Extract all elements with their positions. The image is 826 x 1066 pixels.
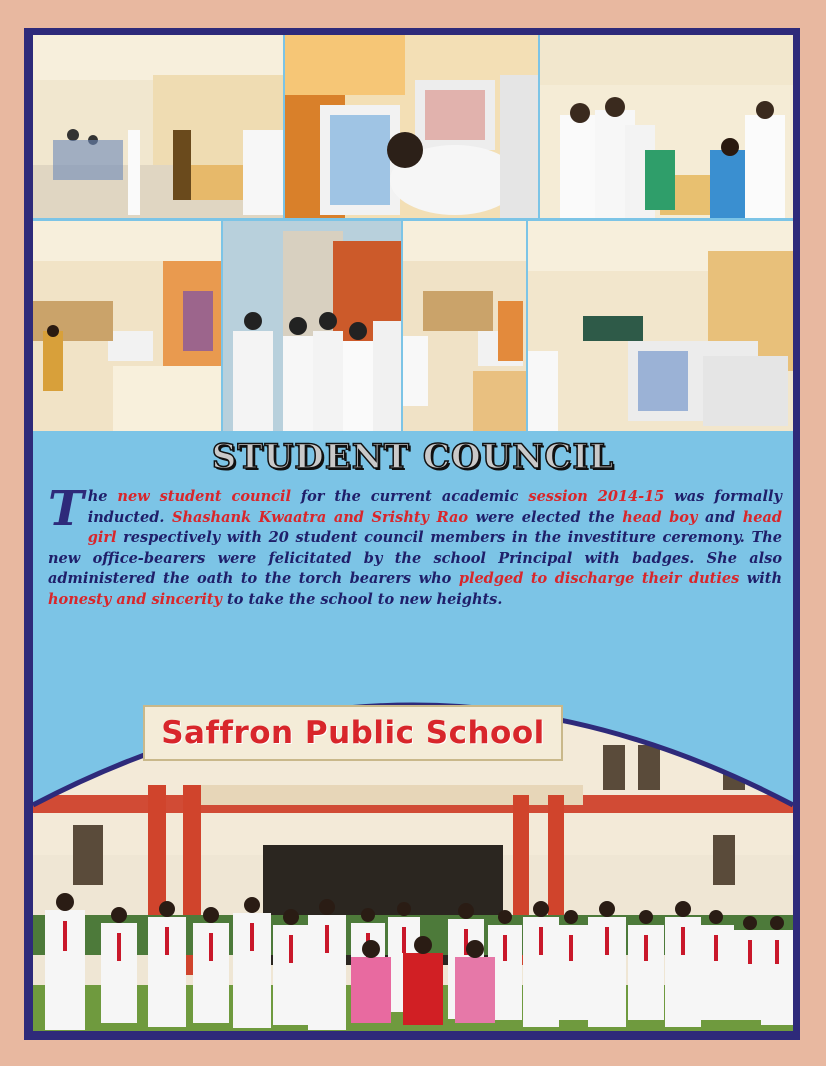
seg-8: and (697, 508, 743, 526)
seg-12: with (739, 570, 783, 587)
photo-students-at-table (540, 35, 793, 218)
seg-1: new student council (117, 488, 291, 505)
school-name-text: Saffron Public School (161, 715, 545, 751)
photo-classroom-exhibit (33, 221, 221, 431)
seg-0: he (87, 488, 118, 505)
seg-10: respectively with 20 student council members in the investiture ceremony. The new office-bearers were felicitated by the school Principal with badges. She also administered the oath to the torch bearers who (48, 529, 782, 587)
photo-corridor-display (403, 221, 526, 431)
photo-student-writing (285, 35, 538, 218)
seg-7: head boy (622, 508, 698, 526)
article-paragraph (48, 481, 783, 610)
seg-5: Shashank Kwaatra and Srishty Rao (171, 508, 469, 526)
seg-9: head girl (87, 508, 782, 546)
school-name-sign (143, 705, 563, 761)
seg-4: was formally inducted. (87, 488, 782, 526)
drop-cap: T (48, 481, 84, 537)
page-title: STUDENT COUNCIL (211, 437, 615, 477)
photo-school-building-group (33, 645, 793, 1031)
photo-students-queue (223, 221, 401, 431)
photo-hall-with-boxes (528, 221, 793, 431)
seg-13: honesty and sincerity (48, 590, 222, 608)
seg-3: session 2014-15 (528, 488, 665, 505)
seg-11: pledged to discharge their duties (458, 570, 740, 587)
seg-2: for the current academic (290, 488, 529, 505)
content-panel (33, 35, 793, 1031)
seg-14: to take the school to new heights. (221, 590, 503, 608)
photo-exhibition-hall (33, 35, 283, 218)
seg-6: were elected the (468, 508, 623, 526)
